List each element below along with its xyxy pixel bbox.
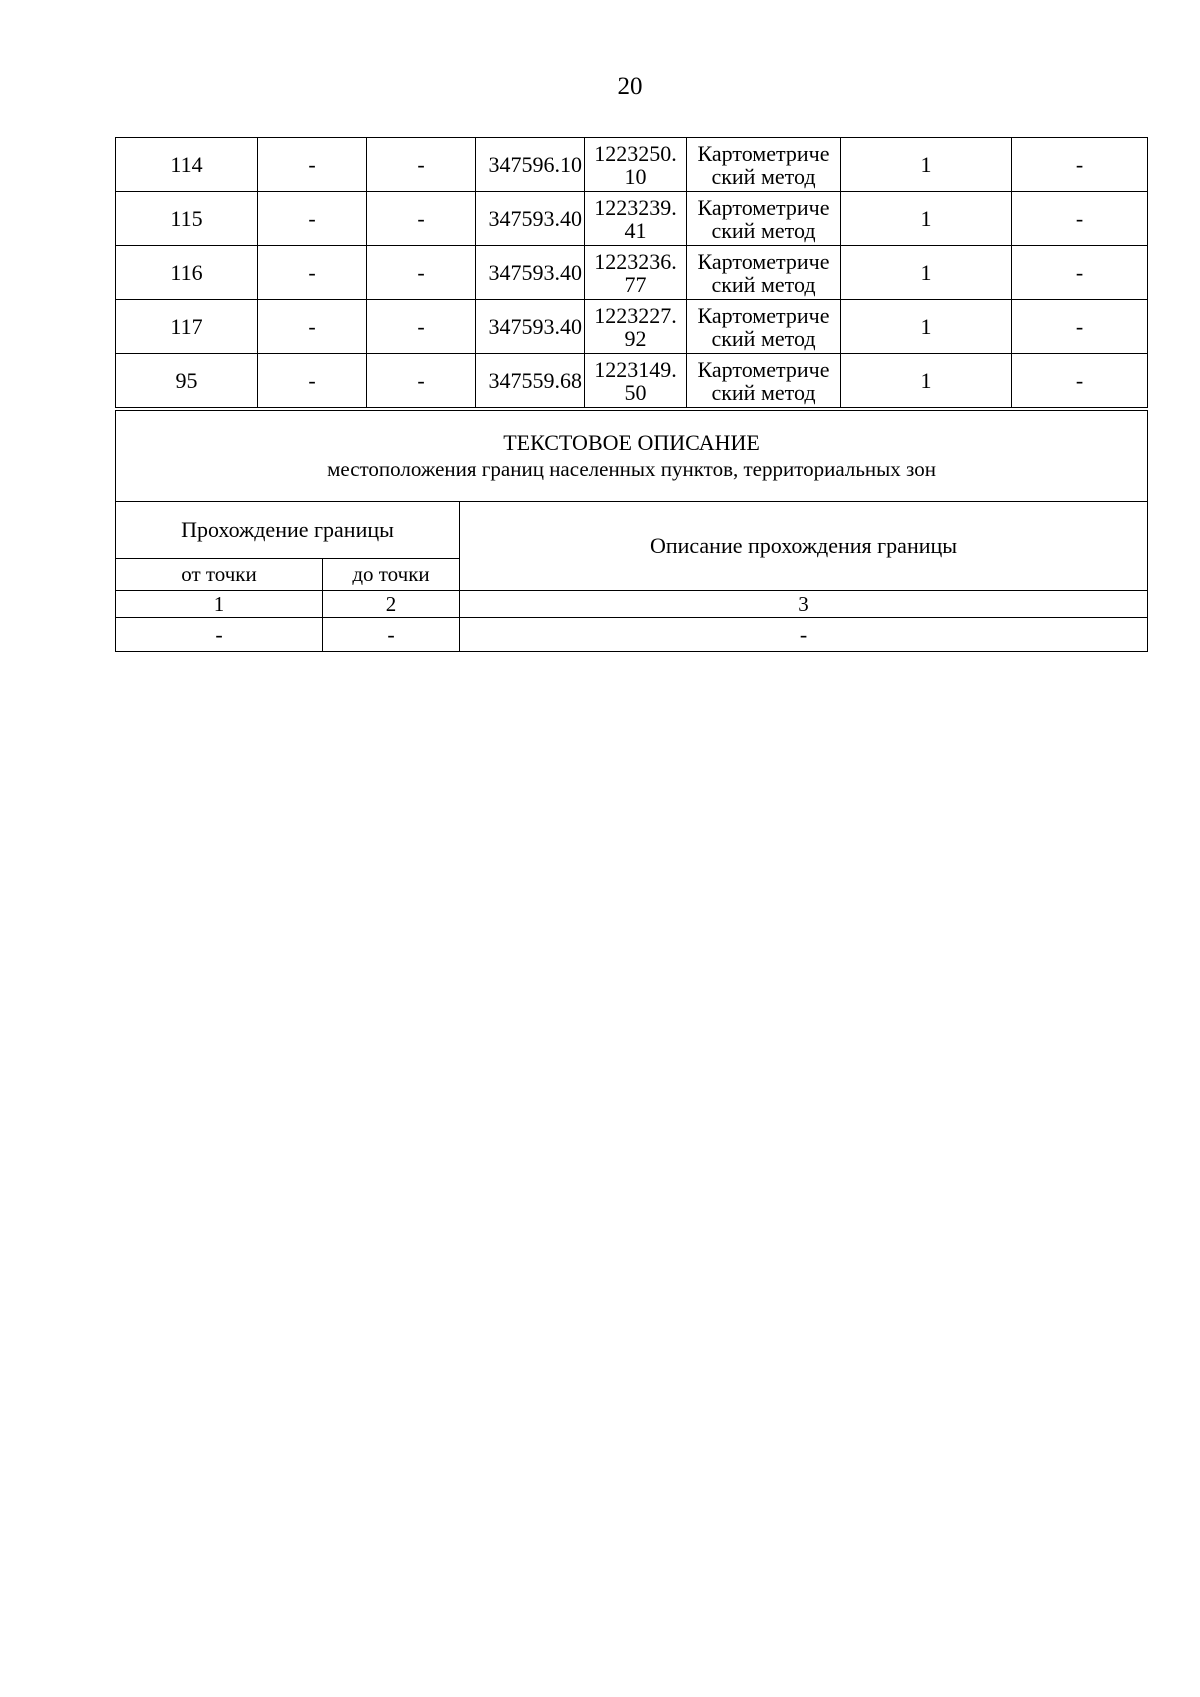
method-cell-line: Картометриче: [697, 302, 830, 328]
empty-cell: -: [367, 246, 476, 300]
method-cell-line: Картометриче: [697, 248, 830, 274]
description-header-cell: [116, 411, 1148, 502]
from-point-header: от точки: [116, 559, 323, 591]
method-cell: [687, 192, 841, 246]
accuracy-cell: 1: [841, 246, 1012, 300]
x-coordinate-cell-line: 10: [624, 163, 647, 189]
coordinates-table-body: [116, 138, 1148, 408]
x-coordinate-cell-line: 77: [624, 271, 647, 297]
empty-cell: -: [367, 354, 476, 408]
method-cell: [687, 354, 841, 408]
empty-cell: -: [367, 300, 476, 354]
x-coordinate-cell: [585, 354, 687, 408]
x-coordinate-cell-line: 1223236.: [594, 248, 677, 274]
empty-cell: -: [367, 138, 476, 192]
method-cell-line: Картометриче: [697, 356, 830, 382]
accuracy-cell: 1: [841, 192, 1012, 246]
boundary-description-table: [115, 410, 1148, 652]
x-coordinate-cell-line: 1223227.: [594, 302, 677, 328]
y-coordinate-cell: 347593.40: [476, 246, 585, 300]
column-number-cell: 2: [323, 591, 460, 618]
method-cell-line: ский метод: [711, 217, 816, 243]
description-value-row: [116, 618, 1148, 652]
table-row: [116, 300, 1148, 354]
x-coordinate-cell: [585, 192, 687, 246]
x-coordinate-cell: [585, 300, 687, 354]
column-number-row: [116, 591, 1148, 618]
x-coordinate-cell-line: 1223149.: [594, 356, 677, 382]
method-cell: [687, 246, 841, 300]
accuracy-cell: 1: [841, 354, 1012, 408]
y-coordinate-cell: 347559.68: [476, 354, 585, 408]
empty-cell: -: [1012, 354, 1148, 408]
point-number-cell: 114: [116, 138, 258, 192]
table-row: [116, 138, 1148, 192]
empty-cell: -: [1012, 138, 1148, 192]
y-coordinate-cell: 347593.40: [476, 300, 585, 354]
empty-cell: -: [258, 192, 367, 246]
column-number-cell: 1: [116, 591, 323, 618]
x-coordinate-cell-line: 92: [624, 325, 647, 351]
boundary-passage-header: Прохождение границы: [116, 502, 460, 559]
table-row: [116, 192, 1148, 246]
method-cell: [687, 300, 841, 354]
method-cell-line: ский метод: [711, 325, 816, 351]
x-coordinate-cell: [585, 246, 687, 300]
method-cell-line: Картометриче: [697, 194, 830, 220]
point-number-cell: 115: [116, 192, 258, 246]
y-coordinate-cell: 347596.10: [476, 138, 585, 192]
empty-cell: -: [258, 246, 367, 300]
x-coordinate-cell-line: 1223239.: [594, 194, 677, 220]
accuracy-cell: 1: [841, 300, 1012, 354]
y-coordinate-cell: 347593.40: [476, 192, 585, 246]
method-cell-line: Картометриче: [697, 140, 830, 166]
description-title: ТЕКСТОВОЕ ОПИСАНИЕ: [503, 430, 760, 455]
to-point-value: -: [323, 618, 460, 652]
boundary-description-header: Описание прохождения границы: [460, 502, 1148, 591]
x-coordinate-cell-line: 1223250.: [594, 140, 677, 166]
empty-cell: -: [258, 300, 367, 354]
description-value: -: [460, 618, 1148, 652]
x-coordinate-cell-line: 41: [624, 217, 647, 243]
empty-cell: -: [1012, 246, 1148, 300]
point-number-cell: 116: [116, 246, 258, 300]
method-cell-line: ский метод: [711, 271, 816, 297]
page-number: 20: [617, 73, 643, 100]
coordinates-table: [115, 137, 1148, 408]
accuracy-cell: 1: [841, 138, 1012, 192]
table-row: [116, 246, 1148, 300]
empty-cell: -: [367, 192, 476, 246]
x-coordinate-cell-line: 50: [624, 379, 647, 405]
table-row: [116, 354, 1148, 408]
empty-cell: -: [258, 138, 367, 192]
method-cell-line: ский метод: [711, 379, 816, 405]
point-number-cell: 95: [116, 354, 258, 408]
column-number-cell: 3: [460, 591, 1148, 618]
passage-header-row: [116, 502, 1148, 559]
description-header-row: [116, 411, 1148, 502]
empty-cell: -: [258, 354, 367, 408]
empty-cell: -: [1012, 300, 1148, 354]
empty-cell: -: [1012, 192, 1148, 246]
description-subtitle: местоположения границ населенных пунктов, территориальных зон: [327, 457, 936, 481]
method-cell-line: ский метод: [711, 163, 816, 189]
point-number-cell: 117: [116, 300, 258, 354]
to-point-header: до точки: [323, 559, 460, 591]
from-point-value: -: [116, 618, 323, 652]
x-coordinate-cell: [585, 138, 687, 192]
method-cell: [687, 138, 841, 192]
